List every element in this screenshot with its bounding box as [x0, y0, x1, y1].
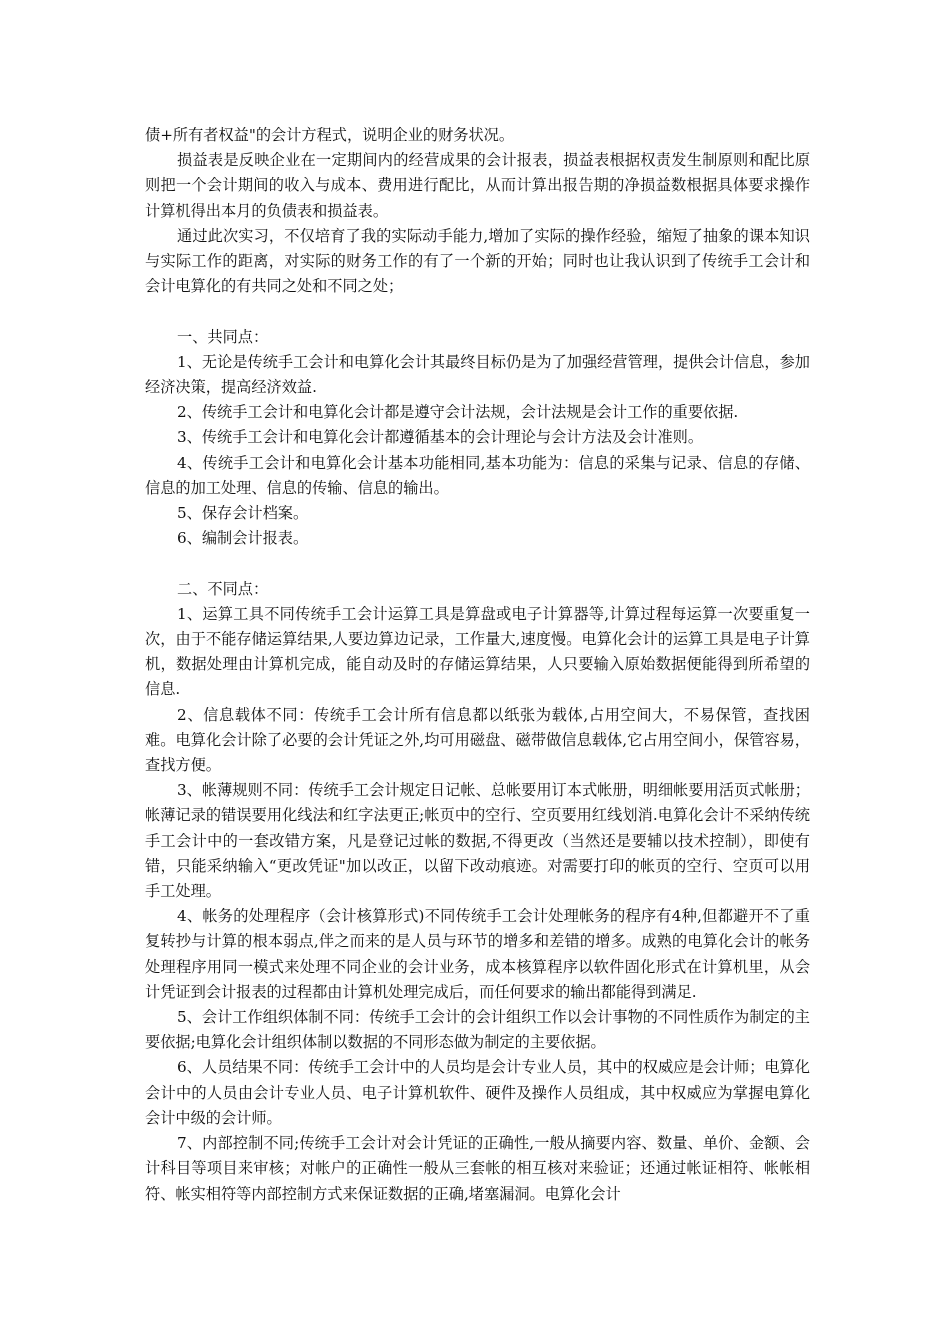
- blank-line: [145, 551, 810, 576]
- blank-line: [145, 299, 810, 324]
- similarity-item: 6、编制会计报表。: [177, 529, 309, 548]
- similarity-item: 3、传统手工会计和电算化会计都遵循基本的会计理论与会计方法及会计准则。: [177, 428, 704, 447]
- similarity-item: 5、保存会计档案。: [177, 504, 309, 523]
- difference-item: 6、人员结果不同：传统手工会计中的人员均是会计专业人员，其中的权威应是会计师；电算化会计中的人员由会计专业人员、电子计算机软件、硬件及操作人员组成，其中权威应为掌握电算化会计中级的会计师。: [145, 1058, 810, 1127]
- difference-item: 4、帐务的处理程序（会计核算形式)不同传统手工会计处理帐务的程序有4种,但都避开不了重复转抄与计算的根本弱点,伴之而来的是人员与环节的增多和差错的增多。成熟的电算化会计的帐务处理程序用同一模式来处理不同企业的会计业务，成本核算程序以软件固化形式在计算机里，从会计凭证到会计报表的过程都由计算机处理完成后，而任何要求的输出都能得到满足.: [145, 907, 810, 1001]
- similarity-item: 4、传统手工会计和电算化会计基本功能相同,基本功能为：信息的采集与记录、信息的存储、信息的加工处理、信息的传输、信息的输出。: [145, 453, 810, 497]
- paragraph-internship-summary: 通过此次实习，不仅培育了我的实际动手能力,增加了实际的操作经验，缩短了抽象的课本知识与实际工作的距离，对实际的财务工作的有了一个新的开始；同时也让我认识到了传统手工会计和会计电算化的有共同之处和不同之处；: [145, 226, 810, 296]
- similarity-item: 2、传统手工会计和电算化会计都是遵守会计法规，会计法规是会计工作的重要依据.: [177, 403, 739, 422]
- paragraph-continuation: 债+所有者权益"的会计方程式，说明企业的财务状况。: [145, 126, 515, 144]
- difference-item: 3、帐薄规则不同：传统手工会计规定日记帐、总帐要用订本式帐册，明细帐要用活页式帐册；帐薄记录的错误要用化线法和红字法更正;帐页中的空行、空页要用红线划消.电算化会计不采纳传统手工会计中的一套改错方案，凡是登记过帐的数据,不得更改（当然还是要辅以技术控制），即使有错，只能采纳输入“更改凭证"加以改正，以留下改动痕迹。对需要打印的帐页的空行、空页可以用手工处理。: [145, 781, 810, 901]
- section-heading-differences: 二、不同点：: [177, 579, 269, 598]
- difference-item: 5、会计工作组织体制不同：传统手工会计的会计组织工作以会计事物的不同性质作为制定的主要依据;电算化会计组织体制以数据的不同形态做为制定的主要依据。: [145, 1008, 810, 1052]
- section-heading-similarities: 一、共同点：: [177, 327, 269, 346]
- difference-item: 7、内部控制不同;传统手工会计对会计凭证的正确性,一般从摘要内容、数量、单价、金额、会计科目等项目来审核；对帐户的正确性一般从三套帐的相互核对来验证；还通过帐证相符、帐帐相符、帐实相符等内部控制方式来保证数据的正确,堵塞漏洞。电算化会计: [145, 1134, 810, 1203]
- document-page: [145, 123, 810, 1207]
- similarity-item: 1、无论是传统手工会计和电算化会计其最终目标仍是为了加强经营管理，提供会计信息，参加经济决策，提高经济效益.: [145, 352, 810, 397]
- paragraph-income-statement: 损益表是反映企业在一定期间内的经营成果的会计报表，损益表根据权责发生制原则和配比原则把一个会计期间的收入与成本、费用进行配比，从而计算出报告期的净损益数根据具体要求操作计算机得出本月的负债表和损益表。: [145, 151, 810, 220]
- difference-item: 1、运算工具不同传统手工会计运算工具是算盘或电子计算器等,计算过程每运算一次要重复一次，由于不能存储运算结果,人要边算边记录，工作量大,速度慢。电算化会计的运算工具是电子计算机，数据处理由计算机完成，能自动及时的存储运算结果，人只要输入原始数据便能得到所希望的信息.: [145, 604, 810, 699]
- difference-item: 2、信息载体不同：传统手工会计所有信息都以纸张为载体,占用空间大，不易保管，查找困难。电算化会计除了必要的会计凭证之外,均可用磁盘、磁带做信息载体,它占用空间小，保管容易，查找方便。: [145, 705, 810, 775]
